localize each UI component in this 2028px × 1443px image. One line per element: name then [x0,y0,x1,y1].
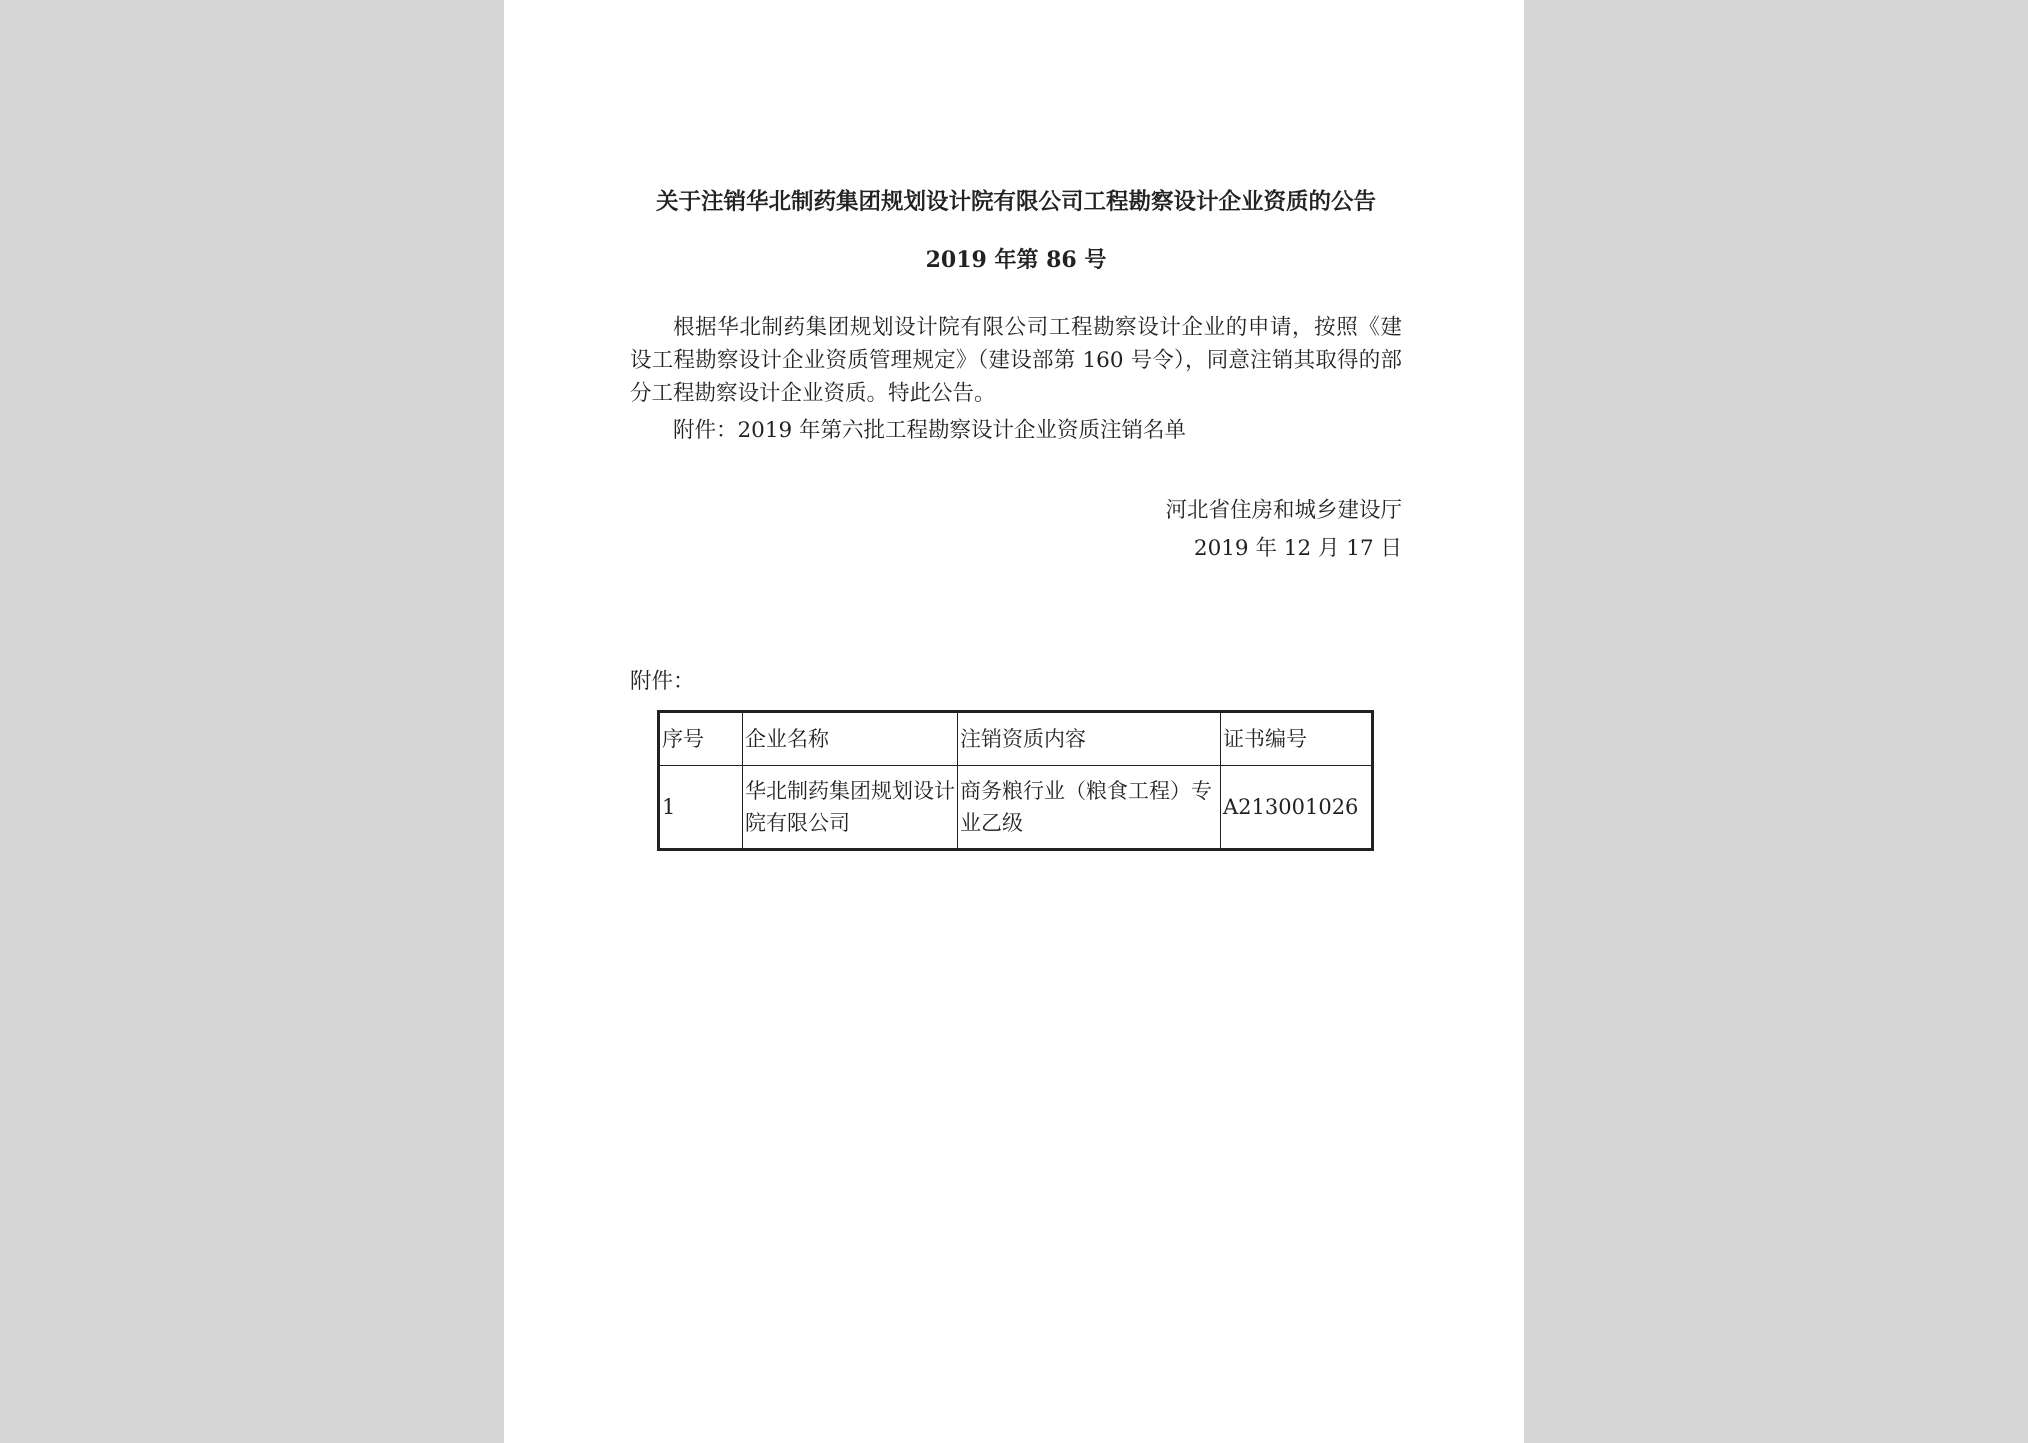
cell-index: 1 [659,766,743,850]
header-cell-content: 注销资质内容 [958,712,1221,766]
header-cell-cert-no: 证书编号 [1221,712,1373,766]
document-title: 关于注销华北制药集团规划设计院有限公司工程勘察设计企业资质的公告 [655,189,1376,215]
table-row [659,766,1373,850]
header-cell-company: 企业名称 [743,712,958,766]
cell-company: 华北制药集团规划设计院有限公司 [743,766,958,850]
cell-cert-no: A213001026 [1221,766,1373,850]
header-cell-index: 序号 [659,712,743,766]
issue-date: 2019 年 12 月 17 日 [1193,536,1402,561]
annex-table [657,710,1374,851]
issuer-name: 河北省住房和城乡建设厅 [1165,498,1402,523]
document-page [504,0,1524,1443]
table-header-row [659,712,1373,766]
document-number: 2019 年第 86 号 [925,247,1107,273]
cell-content: 商务粮行业（粮食工程）专业乙级 [958,766,1221,850]
attachment-reference: 附件：2019 年第六批工程勘察设计企业资质注销名单 [673,418,1187,443]
annex-label: 附件： [630,669,695,694]
document-body: 根据华北制药集团规划设计院有限公司工程勘察设计企业的申请，按照《建设工程勘察设计企业资质管理规定》（建设部第 160 号令），同意注销其取得的部分工程勘察设计企业资质。特此公告。 [630,315,1402,406]
